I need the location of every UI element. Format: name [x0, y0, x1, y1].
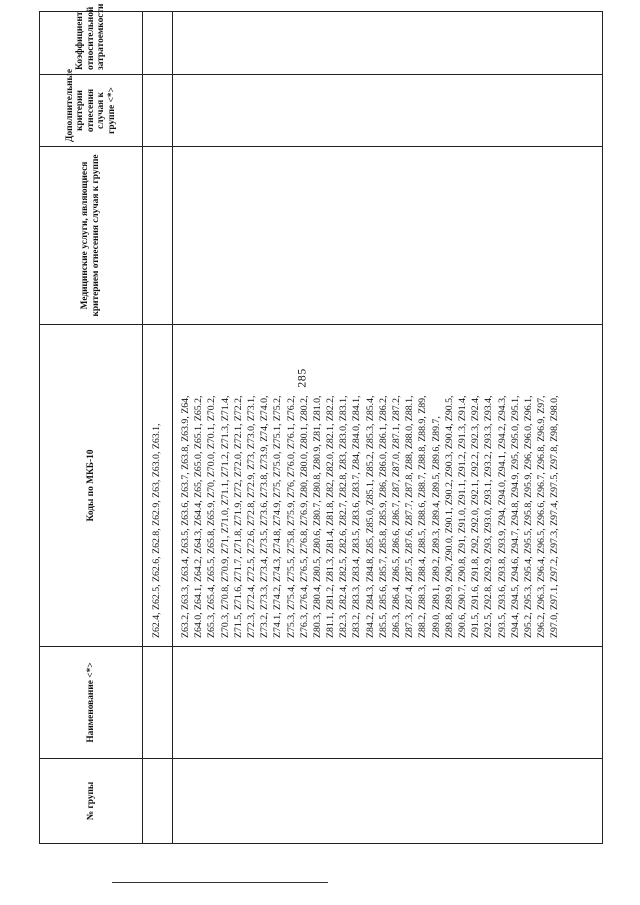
code-line: Z85.5, Z85.6, Z85.7, Z85.8, Z85.9, Z86, Z86.0, Z86.1, Z86.2,	[377, 395, 389, 638]
header-extra-criteria: Дополнительные критерии отнесения случая к группе <*>	[40, 75, 143, 147]
cell-coefficient	[173, 12, 603, 75]
code-line: Z97.0, Z97.1, Z97.2, Z97.3, Z97.4, Z97.5, Z97.8, Z98, Z98.0,	[549, 395, 561, 638]
header-coefficient: Коэффициент относительной затратоемкости	[40, 12, 143, 75]
bottom-rule-divider	[112, 882, 328, 883]
code-line: Z89.8, Z89.9, Z90, Z90.0, Z90.1, Z90.2, Z90.3, Z90.4, Z90.5,	[443, 395, 455, 638]
code-line: Z92.5, Z92.8, Z92.9, Z93, Z93.0, Z93.1, Z93.2, Z93.3, Z93.4,	[483, 395, 495, 638]
code-line: Z88.2, Z88.3, Z88.4, Z88.5, Z88.6, Z88.7, Z88.8, Z88.9, Z89,	[417, 395, 429, 638]
cell-coefficient	[143, 12, 173, 75]
code-line: Z95.2, Z95.3, Z95.4, Z95.5, Z95.8, Z95.9, Z96, Z96.0, Z96.1,	[522, 395, 534, 638]
code-line: Z76.3, Z76.4, Z76.5, Z76.8, Z76.9, Z80, Z80.0, Z80.1, Z80.2,	[298, 395, 310, 638]
code-line: Z94.4, Z94.5, Z94.6, Z94.7, Z94.8, Z94.9, Z95, Z95.0, Z95.1,	[509, 395, 521, 638]
code-line: Z82.3, Z82.4, Z82.5, Z82.6, Z82.7, Z82.8, Z83, Z83.0, Z83.1,	[338, 395, 350, 638]
code-line: Z71.5, Z71.6, Z71.7, Z71.8, Z71.9, Z72, Z72.0, Z72.1, Z72.2,	[232, 395, 244, 638]
code-line: Z62.4, Z62.5, Z62.6, Z62.8, Z62.9, Z63, Z63.0, Z63.1,	[151, 423, 162, 638]
code-line: Z89.0, Z89.1, Z89.2, Z89.3, Z89.4, Z89.5, Z89.6, Z89.7,	[430, 416, 442, 638]
header-name: Наименование <*>	[40, 647, 143, 759]
cell-extra-criteria	[143, 75, 173, 147]
header-group-number: № групы	[40, 759, 143, 844]
cell-group-number	[173, 759, 603, 844]
code-line: Z83.2, Z83.3, Z83.4, Z83.5, Z83.6, Z83.7, Z84, Z84.0, Z84.1,	[351, 395, 363, 638]
cell-mkb-codes	[143, 325, 173, 647]
table-row	[173, 12, 603, 844]
code-line: Z91.5, Z91.6, Z91.8, Z92, Z92.0, Z92.1, Z92.2, Z92.3, Z92.4,	[470, 395, 482, 638]
code-line: Z64.0, Z64.1, Z64.2, Z64.3, Z64.4, Z65, Z65.0, Z65.1, Z65.2,	[193, 395, 205, 638]
code-line: Z65.3, Z65.4, Z65.5, Z65.8, Z65.9, Z70, Z70.0, Z70.1, Z70.2,	[206, 395, 218, 638]
cell-mkb-codes	[173, 325, 603, 647]
cell-services	[143, 147, 173, 325]
page-number: 285	[294, 368, 309, 388]
code-line: Z86.3, Z86.4, Z86.5, Z86.6, Z86.7, Z87, Z87.0, Z87.1, Z87.2,	[391, 395, 402, 638]
header-mkb-codes: Коды по МКБ-10	[40, 325, 143, 647]
table-row	[143, 12, 173, 844]
cell-services	[173, 147, 603, 325]
code-line: Z80.3, Z80.4, Z80.5, Z80.6, Z80.7, Z80.8, Z80.9, Z81, Z81.0,	[311, 395, 323, 638]
code-line: Z87.3, Z87.4, Z87.5, Z87.6, Z87.7, Z87.8, Z88, Z88.0, Z88.1,	[404, 395, 416, 638]
code-line: Z74.1, Z74.2, Z74.3, Z74.8, Z74.9, Z75, Z75.0, Z75.1, Z75.2,	[272, 395, 284, 638]
code-line: Z75.3, Z75.4, Z75.5, Z75.8, Z75.9, Z76, Z76.0, Z76.1, Z76.2,	[285, 395, 297, 638]
code-line: Z72.3, Z72.4, Z72.5, Z72.6, Z72.8, Z72.9, Z73, Z73.0, Z73.1,	[245, 395, 257, 638]
cell-group-number	[143, 759, 173, 844]
code-line: Z63.2, Z63.3, Z63.4, Z63.5, Z63.6, Z63.7, Z63.8, Z63.9, Z64,	[180, 395, 191, 638]
code-line: Z70.3, Z70.8, Z70.9, Z71, Z71.0, Z71.1, Z71.2, Z71.3, Z71.4,	[219, 395, 231, 638]
table-header-row	[40, 12, 143, 844]
code-line: Z73.2, Z73.3, Z73.4, Z73.5, Z73.6, Z73.8, Z73.9, Z74, Z74.0,	[259, 395, 271, 638]
code-line: Z81.1, Z81.2, Z81.3, Z81.4, Z81.8, Z82, Z82.0, Z82.1, Z82.2,	[325, 395, 337, 638]
code-line: Z90.6, Z90.7, Z90.8, Z91, Z91.0, Z91.1, Z91.2, Z91.3, Z91.4,	[456, 395, 468, 638]
code-line: Z93.5, Z93.6, Z93.8, Z93.9, Z94, Z94.0, Z94.1, Z94.2, Z94.3,	[496, 395, 508, 638]
cell-name	[143, 647, 173, 759]
rotated-table-wrapper	[39, 3, 602, 844]
code-line: Z84.2, Z84.3, Z84.8, Z85, Z85.0, Z85.1, Z85.2, Z85.3, Z85.4,	[364, 395, 376, 638]
header-services: Медицинские услуги, являющиеся критерием отнесения случая к группе	[40, 147, 143, 325]
code-line: Z96.2, Z96.3, Z96.4, Z96.5, Z96.6, Z96.7, Z96.8, Z96.9, Z97,	[536, 395, 548, 638]
mkb-groups-table	[39, 3, 603, 844]
cell-name	[173, 647, 603, 759]
cell-extra-criteria	[173, 75, 603, 147]
